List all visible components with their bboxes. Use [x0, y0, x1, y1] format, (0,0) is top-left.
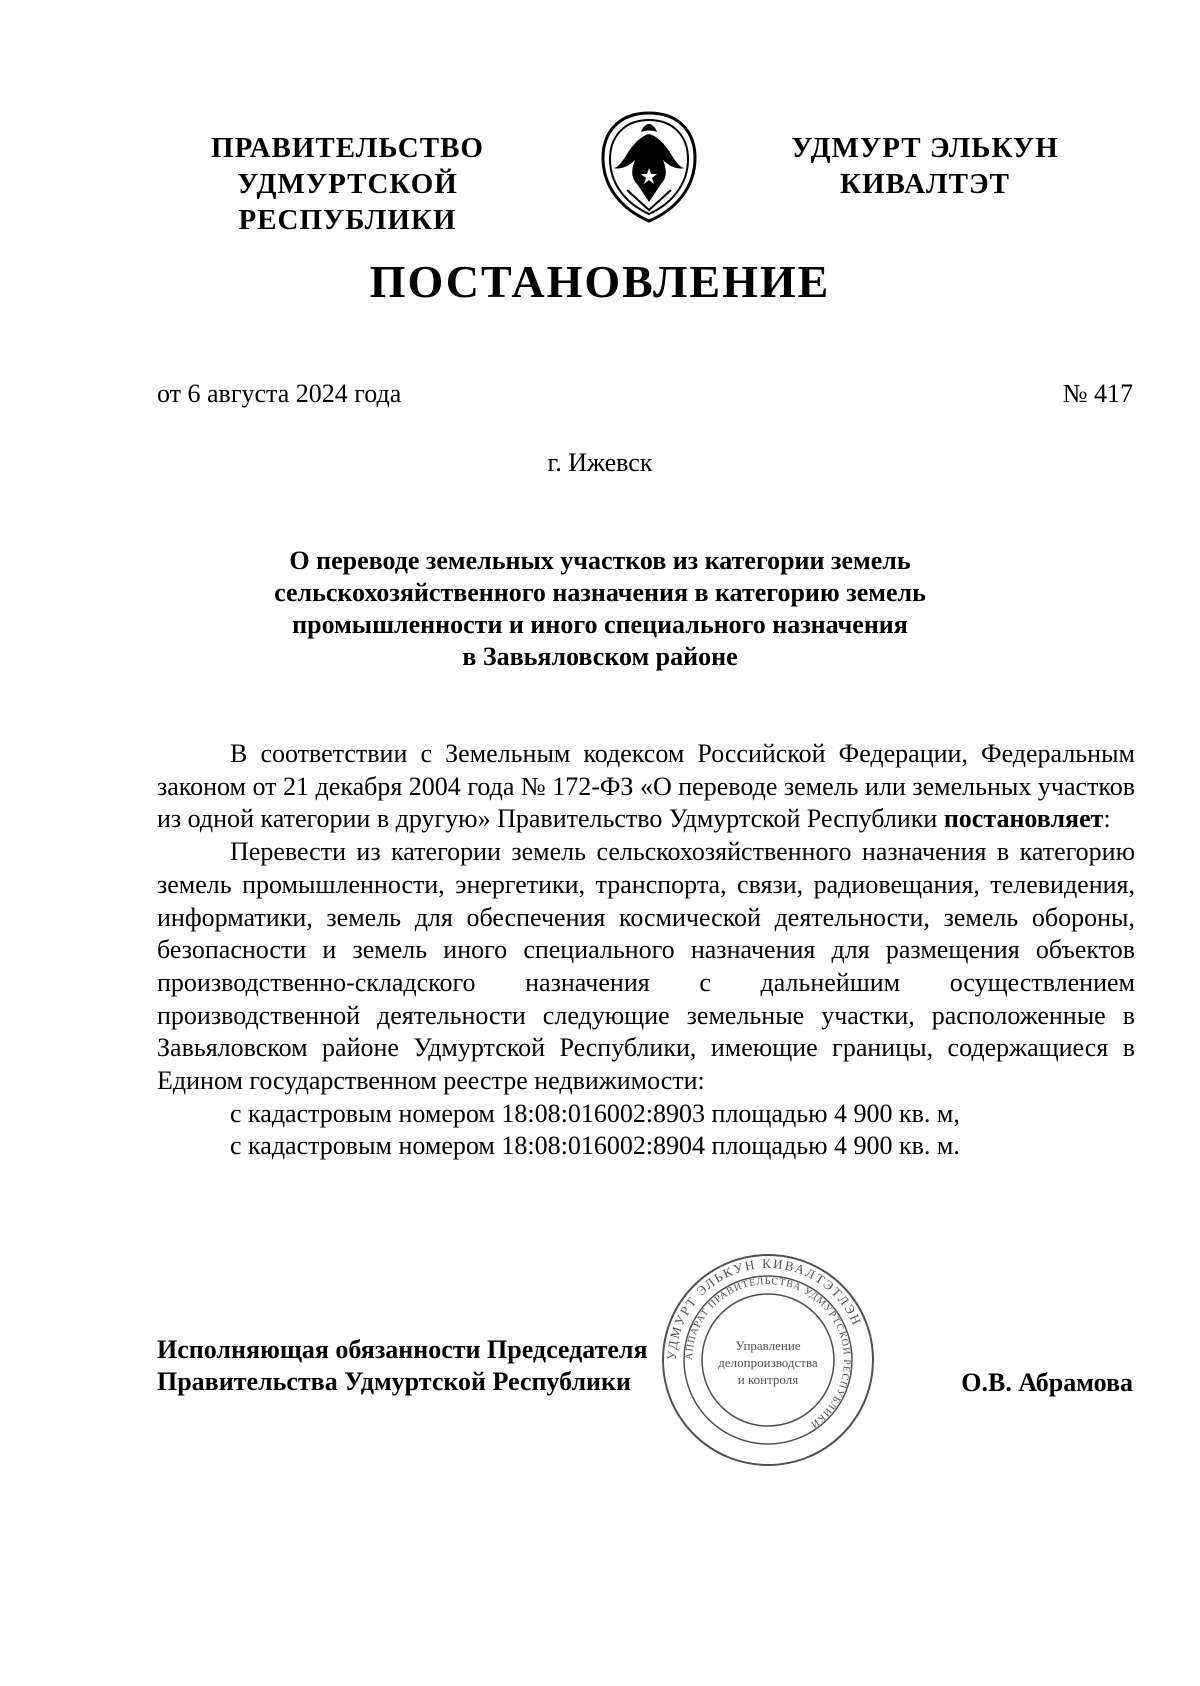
document-number: № 417 — [1062, 379, 1133, 408]
official-stamp — [660, 1252, 876, 1468]
stamp-line1: Управление — [735, 1338, 801, 1353]
header-right — [775, 130, 1075, 202]
stamp-line3: и контроля — [737, 1372, 799, 1387]
document-city: г. Ижевск — [547, 448, 653, 477]
coat-of-arms-icon — [597, 110, 701, 224]
header-right-line2: КИВАЛТЭТ — [839, 168, 1010, 200]
signatory-title-line2: Правительства Удмуртской Республики — [157, 1367, 631, 1396]
document-body — [157, 738, 1135, 1163]
operative-paragraph: Перевести из категории земель сельскохозяйственного назначения в категорию земель промышленности, энергетики, транспорта, связи, радиовещания, телевидения, информатики, земель для обеспечения космической деятельности, земель обороны, безопасности и земель иного специального назначения для размещения объектов производственно-складского назначения с дальнейшим осуществлением производственной деятельности следующие земельные участки, расположенные в Завьяловском районе Удмуртской Республики, имеющие границы, содержащиеся в Едином государственном реестре недвижимости: — [157, 837, 1135, 1096]
header-left-line1: ПРАВИТЕЛЬСТВО — [211, 132, 484, 164]
plot-item: с кадастровым номером 18:08:016002:8903 площадью 4 900 кв. м, — [230, 1098, 960, 1128]
signatory-title — [157, 1334, 648, 1398]
preamble-keyword: постановляет — [943, 804, 1104, 834]
stamp-outer-ring-text: УДМУРТ ЭЛЬКУН КИВАЛТЭТЛЭН — [663, 1255, 866, 1361]
subject-line: сельскохозяйственного назначения в категорию земель — [274, 578, 926, 607]
header-right-line1: УДМУРТ ЭЛЬКУН — [791, 132, 1059, 164]
document-type-title: ПОСТАНОВЛЕНИЕ — [369, 256, 831, 307]
document-subject — [150, 545, 1050, 673]
preamble-colon: : — [1103, 804, 1111, 834]
header-left-line2: УДМУРТСКОЙ РЕСПУБЛИКИ — [237, 168, 458, 236]
stamp-inner-ring-text: АППАРАТ ПРАВИТЕЛЬСТВА УДМУРТСКОЙ РЕСПУБЛИКИ — [683, 1275, 853, 1431]
document-date: от 6 августа 2024 года — [157, 379, 402, 408]
signatory-name: О.В. Абрамова — [961, 1368, 1133, 1397]
preamble-text: В соответствии с Земельным кодексом Российской Федерации, Федеральным законом от 21 декабря 2004 года № 172-ФЗ «О переводе земель или земельных участков из одной категории в другую» Правительство Удмуртской Республики — [157, 739, 1135, 834]
subject-line: промышленности и иного специального назначения — [292, 610, 908, 639]
plot-item: с кадастровым номером 18:08:016002:8904 площадью 4 900 кв. м. — [230, 1131, 960, 1161]
stamp-line2: делопроизводства — [718, 1355, 818, 1370]
header-left — [125, 130, 570, 238]
preamble-paragraph — [157, 738, 1135, 836]
subject-line: в Завьяловском районе — [462, 642, 738, 671]
signatory-title-line1: Исполняющая обязанности Председателя — [157, 1335, 648, 1364]
subject-line: О переводе земельных участков из категории земель — [289, 546, 911, 575]
